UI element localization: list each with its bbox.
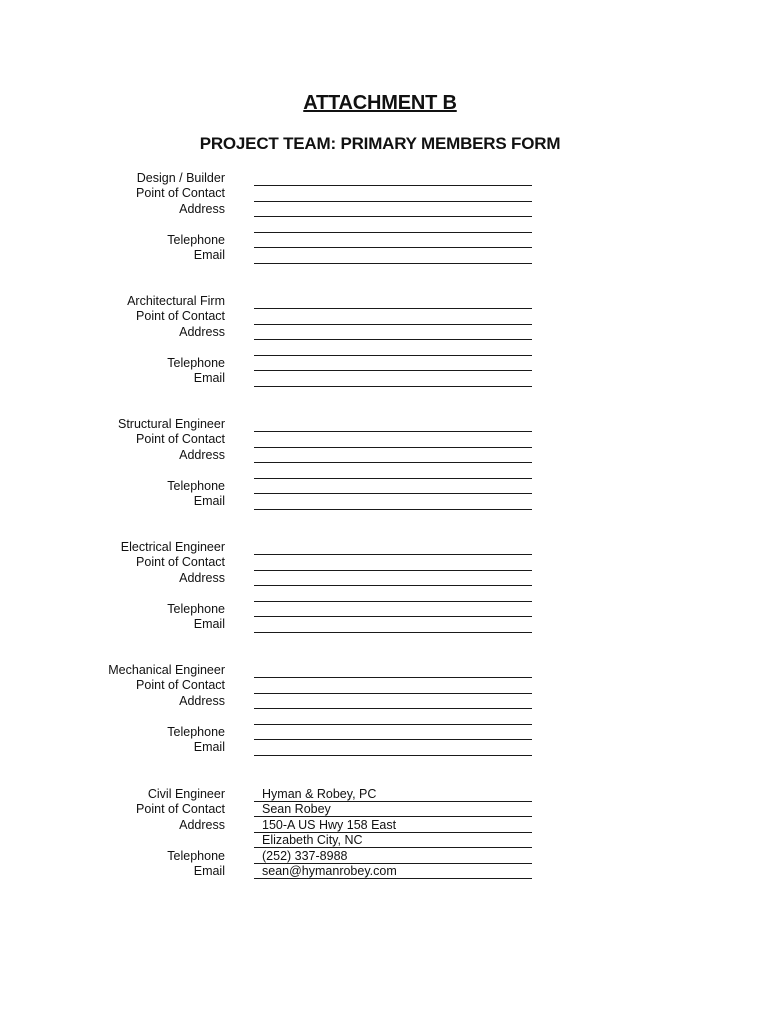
firm-name-field[interactable] [254,431,532,432]
telephone-field[interactable] [254,247,532,248]
telephone-label: Telephone [167,602,225,616]
email-field[interactable] [254,386,532,387]
role-label: Mechanical Engineer [108,663,225,677]
email-field[interactable] [254,509,532,510]
email-value[interactable]: sean@hymanrobey.com [262,864,397,878]
section-electrical-engineer [0,539,770,659]
telephone-label: Telephone [167,479,225,493]
email-field[interactable] [254,632,532,633]
address-label: Address [179,818,225,832]
firm-name-field[interactable] [254,554,532,555]
telephone-field[interactable] [254,863,532,864]
point-of-contact-label: Point of Contact [136,678,225,692]
address-line-1-field[interactable] [254,462,532,463]
form-subtitle: PROJECT TEAM: PRIMARY MEMBERS FORM [199,134,561,153]
section-mechanical-engineer [0,662,770,782]
address-label: Address [179,325,225,339]
point-of-contact-field[interactable] [254,693,532,694]
email-label: Email [193,371,225,385]
section-design-builder [0,170,770,290]
email-field[interactable] [254,755,532,756]
role-label: Design / Builder [136,171,225,185]
email-field[interactable] [254,263,532,264]
address-line-2-field[interactable] [254,601,532,602]
section-structural-engineer [0,416,770,536]
point-of-contact-field[interactable] [254,447,532,448]
email-field[interactable] [254,878,532,879]
point-of-contact-field[interactable] [254,816,532,817]
address-line-1-field[interactable] [254,708,532,709]
point-of-contact-label: Point of Contact [136,309,225,323]
address-line-2-field[interactable] [254,232,532,233]
email-label: Email [193,740,225,754]
telephone-field[interactable] [254,370,532,371]
firm-name-field[interactable] [254,185,532,186]
point-of-contact-field[interactable] [254,324,532,325]
section-architectural-firm [0,293,770,413]
address-label: Address [179,571,225,585]
telephone-label: Telephone [167,725,225,739]
telephone-label: Telephone [167,233,225,247]
section-civil-engineer [0,786,770,906]
point-of-contact-label: Point of Contact [136,186,225,200]
address-line-1-field[interactable] [254,832,532,833]
point-of-contact-field[interactable] [254,201,532,202]
email-label: Email [193,864,225,878]
page-title: ATTACHMENT B [303,92,457,114]
firm-name-field[interactable] [254,801,532,802]
firm-name-field[interactable] [254,308,532,309]
telephone-label: Telephone [167,849,225,863]
address-line-1-value[interactable]: 150-A US Hwy 158 East [262,818,397,832]
email-label: Email [193,494,225,508]
address-line-1-field[interactable] [254,339,532,340]
address-line-2-field[interactable] [254,355,532,356]
firm-name-field[interactable] [254,677,532,678]
address-label: Address [179,694,225,708]
address-line-2-field[interactable] [254,478,532,479]
address-label: Address [179,448,225,462]
point-of-contact-label: Point of Contact [136,802,225,816]
role-label: Electrical Engineer [120,540,225,554]
address-line-2-field[interactable] [254,847,532,848]
email-label: Email [193,617,225,631]
telephone-label: Telephone [167,356,225,370]
address-label: Address [179,202,225,216]
telephone-value[interactable]: (252) 337-8988 [262,849,348,863]
point-of-contact-field[interactable] [254,570,532,571]
firm-name-value[interactable]: Hyman & Robey, PC [262,787,377,801]
address-line-2-value[interactable]: Elizabeth City, NC [262,833,363,847]
telephone-field[interactable] [254,493,532,494]
telephone-field[interactable] [254,739,532,740]
address-line-1-field[interactable] [254,585,532,586]
role-label: Civil Engineer [147,787,225,801]
point-of-contact-label: Point of Contact [136,555,225,569]
email-label: Email [193,248,225,262]
telephone-field[interactable] [254,616,532,617]
address-line-1-field[interactable] [254,216,532,217]
point-of-contact-value[interactable]: Sean Robey [262,802,331,816]
role-label: Architectural Firm [127,294,225,308]
role-label: Structural Engineer [117,417,225,431]
point-of-contact-label: Point of Contact [136,432,225,446]
address-line-2-field[interactable] [254,724,532,725]
